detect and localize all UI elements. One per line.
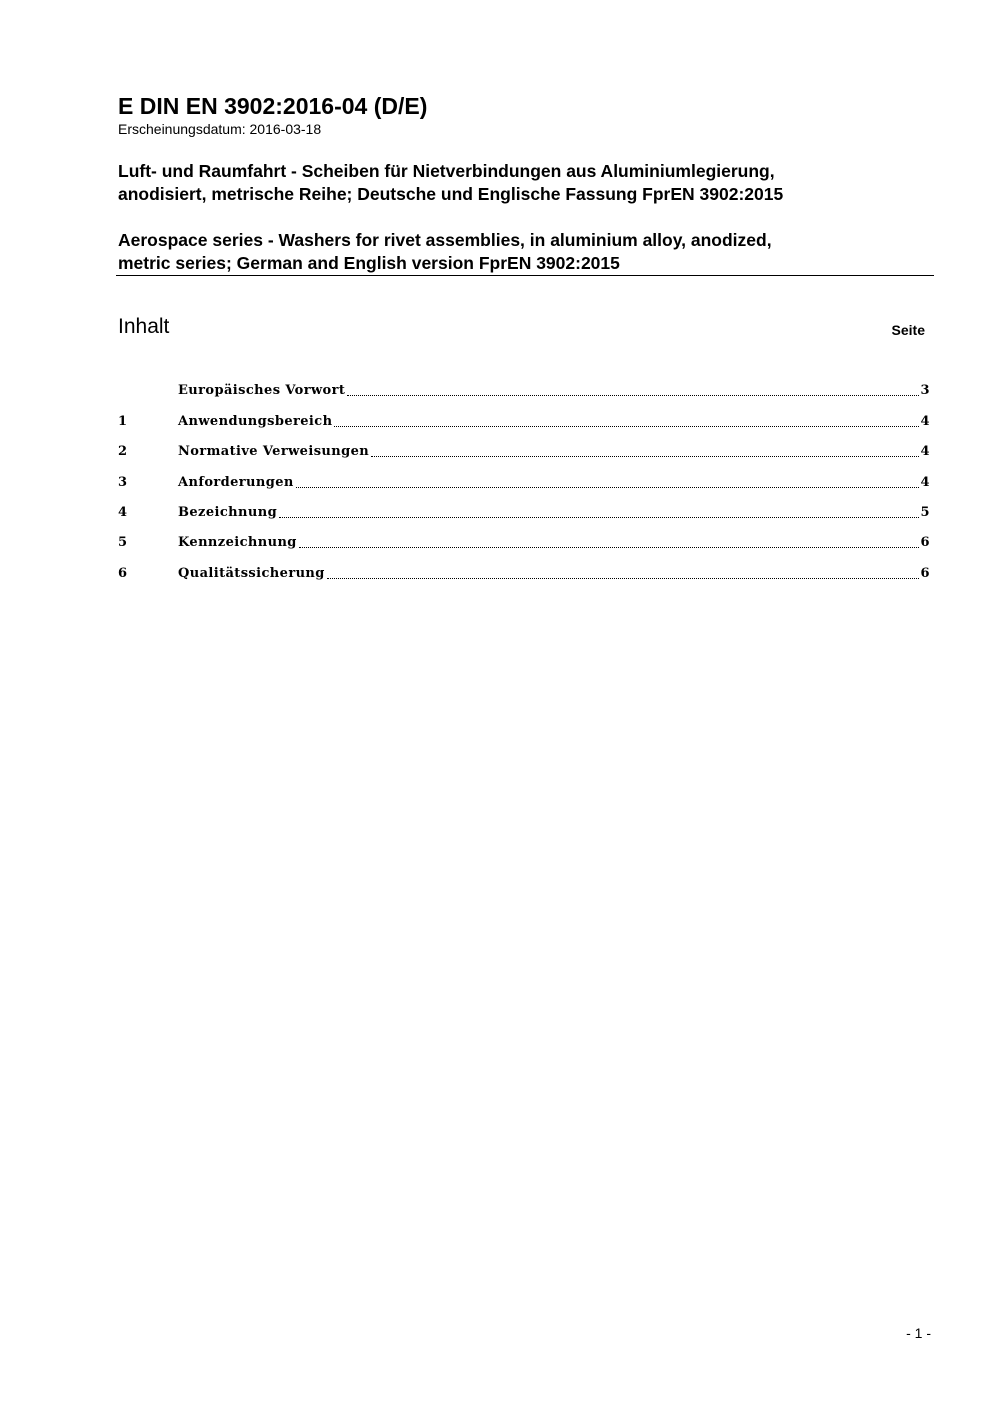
toc-entry-label: Europäisches Vorwort [178,383,346,399]
toc-dot-leader [279,513,918,518]
publication-date: Erscheinungsdatum: 2016-03-18 [118,121,322,137]
toc-entry-label: Anwendungsbereich [178,413,333,429]
toc-entry-page: 4 [920,413,930,429]
toc-entry-number: 2 [118,444,128,460]
document-id: E DIN EN 3902:2016-04 (D/E) [118,93,428,119]
toc-entry-quality-assurance[interactable] [118,552,930,582]
title-english [118,229,938,275]
title-english-line-2: metric series; German and English version FprEN 3902:2015 [118,253,620,273]
toc-dot-leader [296,483,919,488]
toc-heading: Inhalt [118,315,170,338]
toc-entry-number: 5 [118,535,128,551]
toc-entry-label: Qualitätssicherung [178,565,325,581]
title-german-line-2: anodisiert, metrische Reihe; Deutsche und Englische Fassung FprEN 3902:2015 [118,184,784,204]
title-german-line-1: Luft- und Raumfahrt - Scheiben für Nietverbindungen aus Aluminiumlegierung, [118,161,775,181]
title-english-line-1: Aerospace series - Washers for rivet assemblies, in aluminium alloy, anodized, [118,230,772,250]
toc-entry-marking[interactable] [118,522,930,552]
toc-entry-label: Normative Verweisungen [178,444,370,460]
toc-entry-label: Bezeichnung [178,504,278,520]
toc-dot-leader [371,452,918,457]
toc-dot-leader [334,422,918,427]
toc-entry-label: Kennzeichnung [178,535,297,551]
toc-entry-page: 3 [920,383,930,399]
table-of-contents [118,370,930,583]
title-german [118,160,938,206]
page-number: - 1 - [906,1325,931,1341]
toc-entry-number: 4 [118,504,128,520]
toc-entry-page: 5 [920,504,930,520]
toc-entry-page: 6 [920,565,930,581]
toc-entry-designation[interactable] [118,492,930,522]
toc-entry-requirements[interactable] [118,461,930,491]
toc-entry-label: Anforderungen [178,474,294,490]
toc-entry-page: 6 [920,535,930,551]
toc-dot-leader [347,391,918,396]
toc-dot-leader [299,543,919,548]
toc-entry-foreword[interactable] [118,370,930,400]
toc-entry-number: 6 [118,565,128,581]
toc-dot-leader [327,574,919,579]
toc-entry-page: 4 [920,444,930,460]
toc-entry-scope[interactable] [118,400,930,430]
toc-entry-number: 1 [118,413,128,429]
toc-page-column-label: Seite [891,322,925,338]
toc-entry-page: 4 [920,474,930,490]
toc-entry-normative-references[interactable] [118,431,930,461]
header-divider [116,275,934,276]
toc-entry-number: 3 [118,474,128,490]
